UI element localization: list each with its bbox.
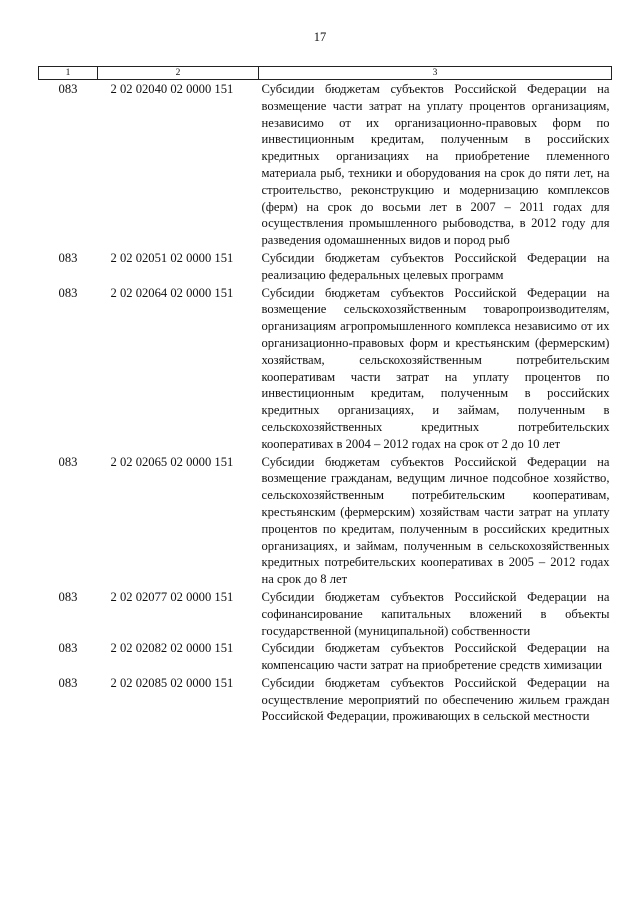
revenue-code-cell: 2 02 02064 02 0000 151 [110,285,234,300]
revenue-code-cell: 2 02 02082 02 0000 151 [110,641,234,656]
page-number: 17 [313,30,327,44]
revenue-name-cell: Субсидии бюджетам субъектов Российской Федерации на возмещение части затрат на уплату процентов организациям, независимо от их организационно-правовых форм по инвестиционным кредитам, полученным в российских кредитных организациях на приобретение племенного материала рыб, техники и оборудования на срок до пяти лет, на строительство, реконструкцию и модернизацию комплексов (ферм) на срок до восьми лет в 2007 – 2011 годах для осуществления промышленного рыбоводства, в 2012 году для разведения одомашненных видов и пород рыб [261,82,610,248]
admin-code-cell: 083 [58,675,78,690]
header-col-2: 2 [98,67,259,80]
admin-code-cell: 083 [58,250,78,265]
revenue-code-cell: 2 02 02051 02 0000 151 [110,250,234,265]
revenue-name-cell: Субсидии бюджетам субъектов Российской Федерации на софинансирование капитальных вложений в объекты государственной (муниципальной) собственности [261,589,610,638]
table-header [39,67,612,80]
revenue-code-cell: 2 02 02065 02 0000 151 [110,454,234,469]
revenue-name-cell: Субсидии бюджетам субъектов Российской Федерации на реализацию федеральных целевых программ [261,250,610,282]
table-body [39,80,612,726]
budget-classification-table [38,66,612,725]
admin-code-cell: 083 [58,454,78,469]
admin-code-cell: 083 [58,589,78,604]
admin-code-cell: 083 [58,82,78,96]
table-row [39,249,612,284]
table-row [39,284,612,453]
revenue-code-cell: 2 02 02040 02 0000 151 [110,82,234,96]
table-row [39,80,612,249]
admin-code-cell: 083 [58,641,78,656]
admin-code-cell: 083 [58,285,78,300]
header-col-3: 3 [259,67,612,80]
revenue-name-cell: Субсидии бюджетам субъектов Российской Федерации на возмещение сельскохозяйственным товаропроизводителям, организациям агропромышленного комплекса независимо от их организационно-правовых форм и крестьянским (фермерским) хозяйствам, сельскохозяйственным потребительским кооперативам части затрат на уплату процентов по инвестиционным кредитам, полученным в российских кредитных организациях, и займам, полученным в сельскохозяйственных кредитных потребительских кооперативах в 2004 – 2012 годах на срок от 2 до 10 лет [261,285,610,451]
table-row [39,588,612,639]
revenue-name-cell: Субсидии бюджетам субъектов Российской Федерации на осуществление мероприятий по обеспечению жильем граждан Российской Федерации, проживающих в сельской местности [261,675,610,724]
table-row [39,453,612,588]
revenue-name-cell: Субсидии бюджетам субъектов Российской Федерации на возмещение гражданам, ведущим личное подсобное хозяйство, сельскохозяйственным потребительским кооперативам, крестьянским (фермерским) хозяйствам части затрат на уплату процентов по кредитам, полученным в российских кредитных организациях, и займам, полученным в сельскохозяйственных кредитных потребительских кооперативах в 2005 – 2012 годах на срок до 8 лет [261,454,610,587]
header-row [39,67,612,80]
header-col-1: 1 [39,67,98,80]
revenue-code-cell: 2 02 02085 02 0000 151 [110,675,234,690]
revenue-name-cell: Субсидии бюджетам субъектов Российской Федерации на компенсацию части затрат на приобретение средств химизации [261,641,610,673]
revenue-code-cell: 2 02 02077 02 0000 151 [110,589,234,604]
table-row [39,639,612,674]
table-row [39,674,612,725]
